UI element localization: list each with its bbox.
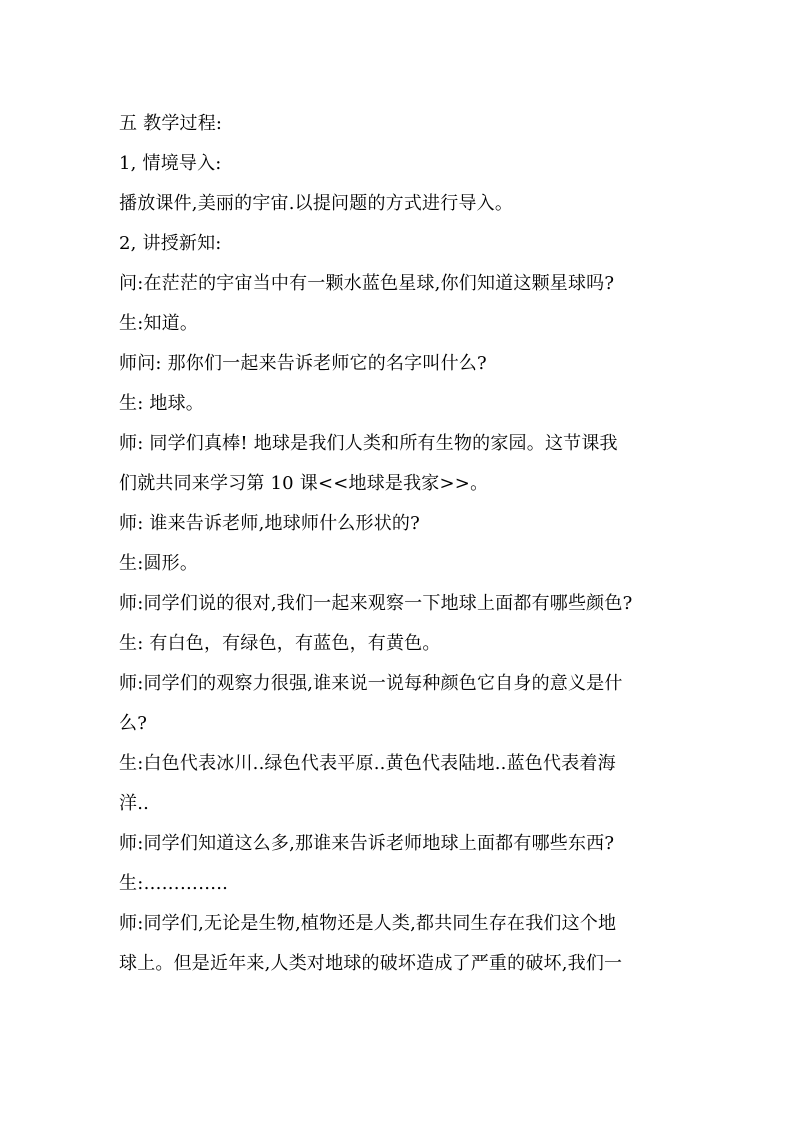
dialogue-line: 生:知道。: [119, 313, 199, 334]
dialogue-line: 师:同学们说的很对,我们一起来观察一下地球上面都有哪些颜色?: [119, 593, 633, 614]
dialogue-line: 洋..: [119, 793, 150, 814]
dialogue-line: 师: 谁来告诉老师,地球师什么形状的?: [119, 513, 420, 534]
dialogue-line: 师:同学们知道这么多,那谁来告诉老师地球上面都有哪些东西?: [119, 833, 615, 854]
dialogue-line: 师: 同学们真棒! 地球是我们人类和所有生物的家园。这节课我: [119, 433, 618, 454]
dialogue-line: 球上。但是近年来,人类对地球的破坏造成了严重的破坏,我们一: [119, 953, 623, 974]
dialogue-line: 们就共同来学习第 10 课<<地球是我家>>。: [119, 473, 489, 494]
subsection-heading: 2, 讲授新知:: [119, 233, 222, 254]
document-body: [119, 104, 679, 984]
dialogue-line: 么?: [119, 713, 148, 734]
subsection-heading: 1, 情境导入:: [119, 153, 222, 174]
paragraph-line: 播放课件,美丽的宇宙.以提问题的方式进行导入。: [119, 193, 514, 214]
dialogue-line: 师:同学们的观察力很强,谁来说一说每种颜色它自身的意义是什: [119, 673, 623, 694]
dialogue-line: 师问: 那你们一起来告诉老师它的名字叫什么?: [119, 353, 487, 374]
dialogue-line: 生:白色代表冰川..绿色代表平原..黄色代表陆地..蓝色代表着海: [119, 753, 616, 774]
dialogue-line: 生:圆形。: [119, 553, 199, 574]
section-heading: 五 教学过程:: [119, 113, 223, 134]
dialogue-line: 生:…………..: [119, 873, 229, 894]
dialogue-line: 问:在茫茫的宇宙当中有一颗水蓝色星球,你们知道这颗星球吗?: [119, 273, 615, 294]
dialogue-line: 生: 地球。: [119, 393, 204, 414]
dialogue-line: 生: 有白色，有绿色，有蓝色，有黄色。: [119, 633, 441, 654]
dialogue-line: 师:同学们,无论是生物,植物还是人类,都共同生存在我们这个地: [119, 913, 617, 934]
